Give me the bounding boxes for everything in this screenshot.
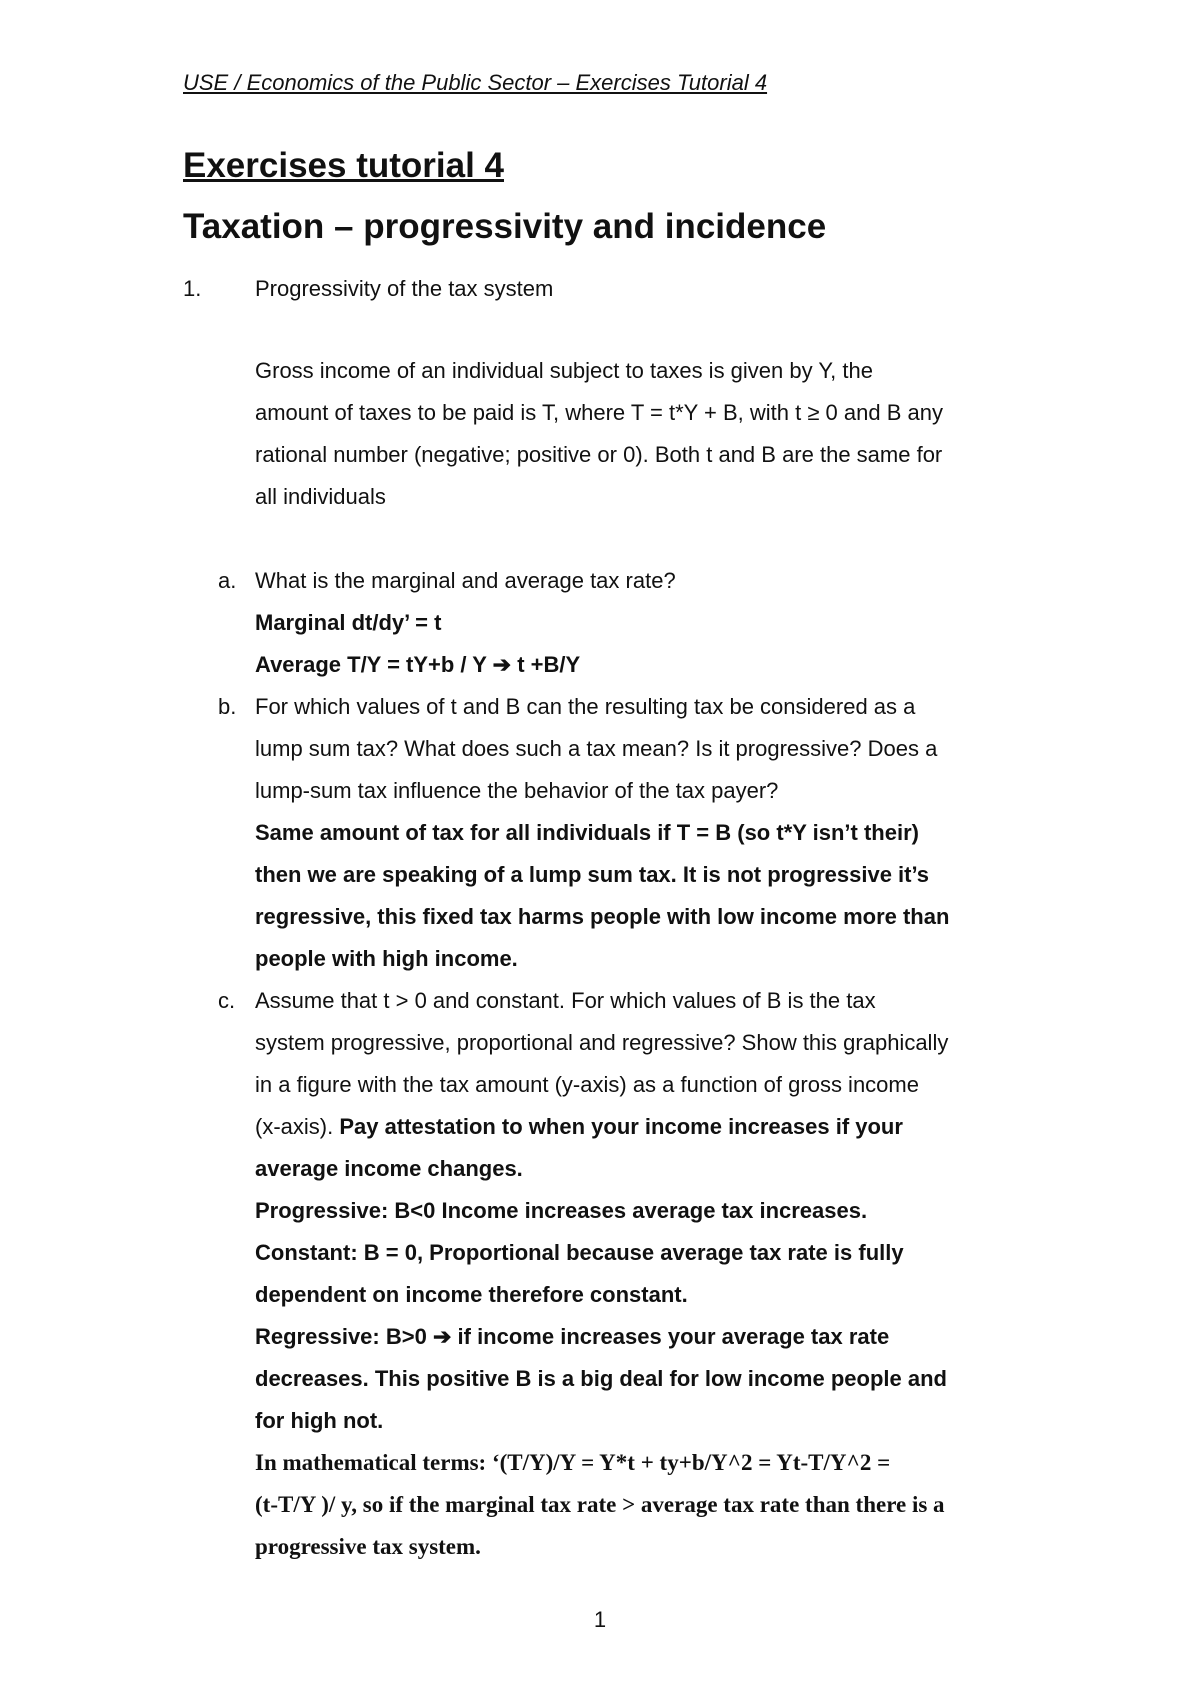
document-title: Exercises tutorial 4	[183, 146, 504, 185]
answer-regressive-cont: decreases. This positive B is a big deal for low income people and	[255, 1366, 947, 1391]
math-line: (t-T/Y )/ y, so if the marginal tax rate > average tax rate than there is a	[255, 1492, 945, 1517]
answer-b-line: then we are speaking of a lump sum tax. It is not progressive it’s	[255, 862, 930, 887]
answer-regressive-cont: for high not.	[255, 1408, 384, 1433]
answer-constant: Constant: B = 0, Proportional because average tax rate is fully	[255, 1240, 904, 1265]
arrow-right-icon: ➔	[492, 652, 512, 677]
answer-b-line: people with high income.	[255, 946, 518, 971]
answer-b-line: Same amount of tax for all individuals if T = B (so t*Y isn’t their)	[255, 820, 919, 845]
question-b-line: lump-sum tax influence the behavior of the tax payer?	[255, 778, 779, 803]
math-line: In mathematical terms: ‘(T/Y)/Y = Y*t + ty+b/Y^2 = Yt-T/Y^2 =	[255, 1450, 891, 1475]
question-b-line: For which values of t and B can the resulting tax be considered as a	[255, 694, 916, 719]
answer-marginal: Marginal dt/dy’ = t	[255, 610, 442, 635]
arrow-right-icon: ➔	[432, 1324, 452, 1349]
intro-line: amount of taxes to be paid is T, where T = t*Y + B, with t ≥ 0 and B any	[255, 400, 943, 425]
answer-constant: dependent on income therefore constant.	[255, 1282, 688, 1307]
question-marker-c: c.	[218, 988, 236, 1013]
section-number: 1.	[183, 276, 202, 301]
question-marker-a: a.	[218, 568, 237, 593]
answer-regressive-post: if income increases your average tax rate	[457, 1324, 890, 1349]
question-c-bold: Pay attestation to when your income increases if your	[339, 1114, 903, 1139]
page-number: 1	[593, 1607, 607, 1632]
intro-line: all individuals	[255, 484, 386, 509]
question-c-line: system progressive, proportional and regressive? Show this graphically	[255, 1030, 949, 1055]
answer-average	[255, 652, 580, 678]
running-header: USE / Economics of the Public Sector – Exercises Tutorial 4	[183, 70, 768, 95]
question-c-line: Assume that t > 0 and constant. For which values of B is the tax	[255, 988, 876, 1013]
question-a: What is the marginal and average tax rate?	[255, 568, 676, 593]
answer-progressive: Progressive: B<0 Income increases average tax increases.	[255, 1198, 868, 1223]
intro-line: rational number (negative; positive or 0). Both t and B are the same for	[255, 442, 943, 467]
answer-average-post: t +B/Y	[517, 652, 581, 677]
question-b-line: lump sum tax? What does such a tax mean? Is it progressive? Does a	[255, 736, 938, 761]
question-c-plain: (x-axis).	[255, 1114, 340, 1139]
intro-line: Gross income of an individual subject to taxes is given by Y, the	[255, 358, 873, 383]
answer-regressive-pre: Regressive: B>0	[255, 1324, 427, 1349]
answer-regressive	[255, 1324, 889, 1350]
answer-average-pre: Average T/Y = tY+b / Y	[255, 652, 487, 677]
answer-c-line: average income changes.	[255, 1156, 523, 1181]
question-c-line: in a figure with the tax amount (y-axis) as a function of gross income	[255, 1072, 919, 1097]
answer-b-line: regressive, this fixed tax harms people with low income more than	[255, 904, 950, 929]
math-line: progressive tax system.	[255, 1534, 481, 1559]
question-marker-b: b.	[218, 694, 237, 719]
section-heading: Progressivity of the tax system	[255, 276, 554, 301]
document-subtitle: Taxation – progressivity and incidence	[183, 207, 827, 246]
question-c-line	[255, 1114, 903, 1140]
